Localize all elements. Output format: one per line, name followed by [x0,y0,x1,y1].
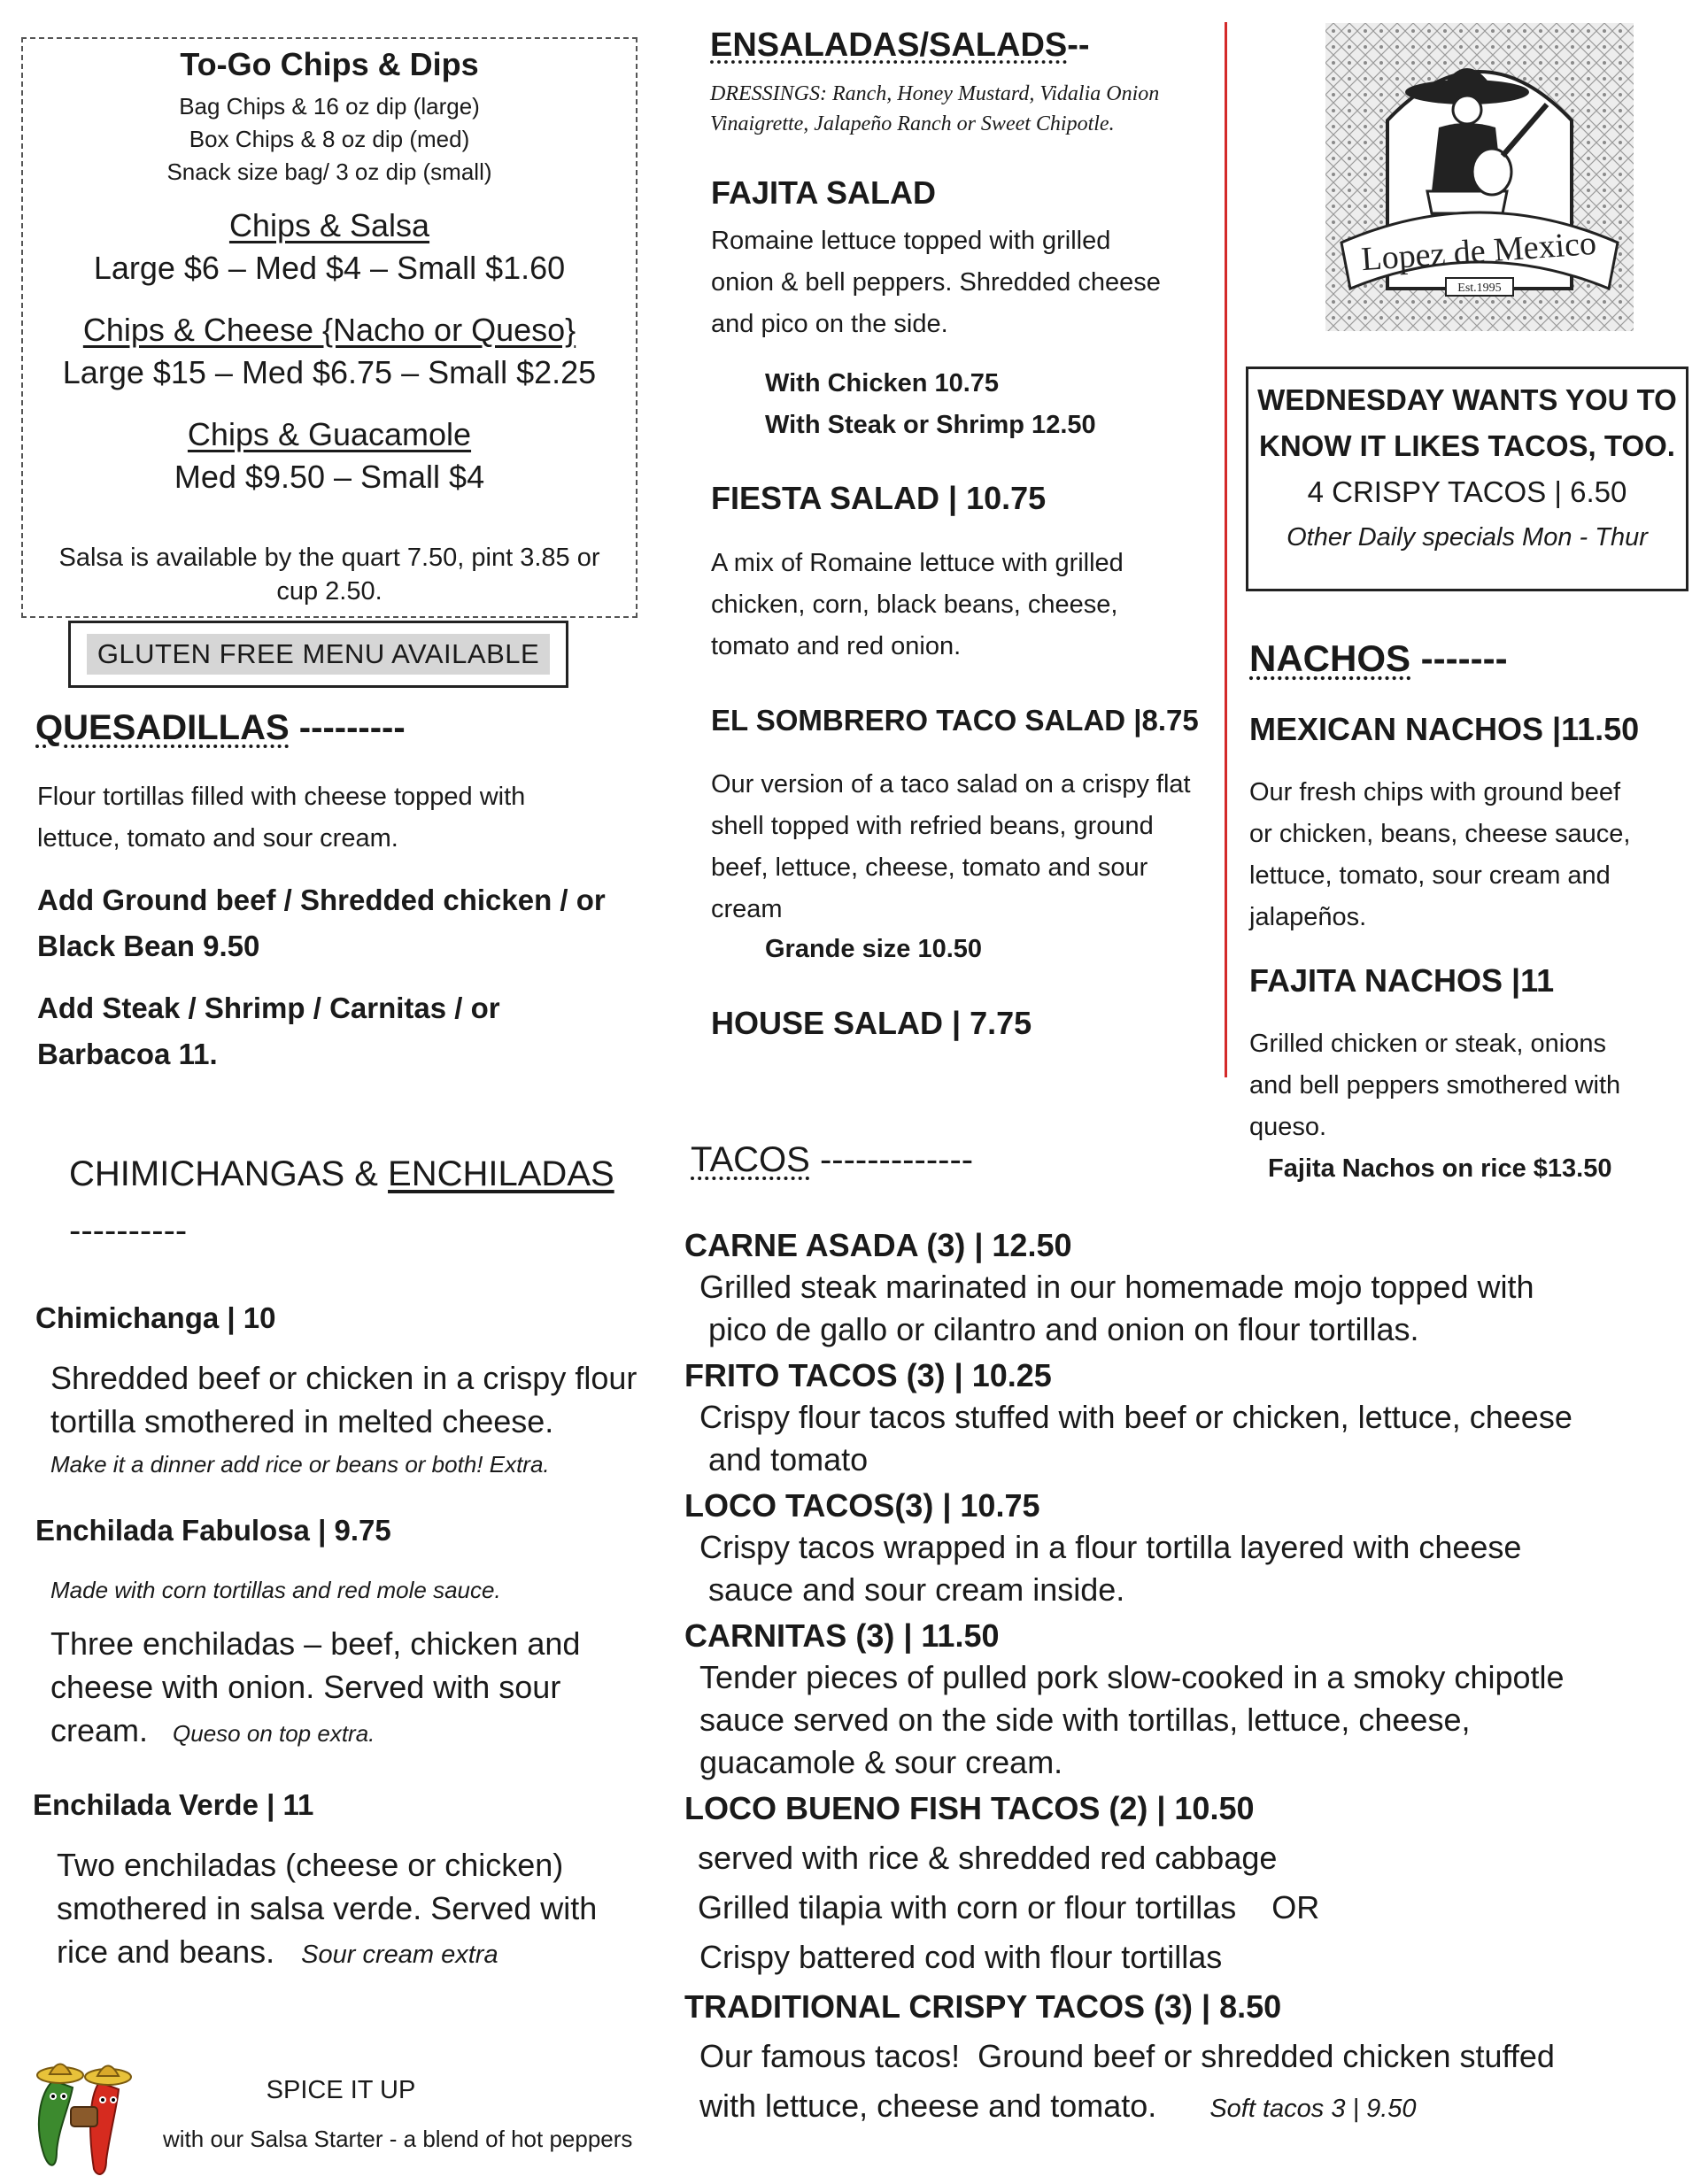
taco-item-desc: Crispy flour tacos stuffed with beef or chicken, lettuce, cheese [699,1399,1572,1435]
traditional-tacos-last-row [699,2088,1417,2125]
chips-title: To-Go Chips & Dips [180,46,479,82]
taco-item-desc: guacamole & sour cream. [699,1744,1063,1780]
fajita-nachos-rice: Fajita Nachos on rice $13.50 [1268,1154,1612,1183]
maraca-icon [71,2107,97,2126]
quesadillas-desc-2: lettuce, tomato and sour cream. [37,824,398,853]
salads-dressings-2: Vinaigrette, Jalapeño Ranch or Sweet Chipotle. [710,112,1115,135]
taco-item-desc: Tender pieces of pulled pork slow-cooked in a smoky chipotle [699,1659,1565,1695]
salads-heading: ENSALADAS/SALADS [710,27,1068,64]
chimichanga-desc-1: Shredded beef or chicken in a crispy flour [50,1360,638,1396]
salads-heading-dashes: -- [1067,27,1090,64]
wednesday-line-2: KNOW IT LIKES TACOS, TOO. [1259,429,1675,462]
salsa-note-1: Salsa is available by the quart 7.50, pint 3.85 or [58,544,600,572]
enchilada-fabulosa-desc-2: cheese with onion. Served with sour [50,1669,561,1705]
nachos-heading: NACHOS [1249,637,1411,679]
sombrero-salad-desc-1: Our version of a taco salad on a crispy flat [711,770,1191,799]
enchilada-fabulosa-desc-3: cream. [50,1712,149,1748]
taco-item-title: LOCO BUENO FISH TACOS (2) | 10.50 [684,1790,1255,1826]
logo-name: Lopez de Mexico [1360,224,1598,279]
gluten-free-box [68,621,568,688]
quesadillas-heading: QUESADILLAS [35,708,290,747]
nachos-heading-row [1249,637,1508,680]
taco-item-desc: Our famous tacos! Ground beef or shredded chicken stuffed [699,2038,1555,2074]
taco-item-desc: pico de gallo or cilantro and onion on flour tortillas. [699,1311,1419,1347]
quesadillas-heading-row [35,708,406,748]
chimichanga-note: Make it a dinner add rice or beans or both! Extra. [50,1451,550,1478]
salads-dressings-1: DRESSINGS: Ranch, Honey Mustard, Vidalia Onion [710,82,1160,105]
mexican-nachos-desc-1: Our fresh chips with ground beef [1249,778,1621,806]
taco-item-desc: Crispy battered cod with flour tortillas [699,1939,1223,1975]
sombrero-salad-desc-2: shell topped with refried beans, ground [711,812,1154,840]
taco-item-title: CARNITAS (3) | 11.50 [684,1617,1000,1654]
tacos-heading-row [691,1140,973,1180]
salads-heading-row [710,27,1090,65]
quesadillas-add2-1: Add Steak / Shrimp / Carnitas / or [37,992,500,1024]
quesadillas-add2-2: Barbacoa 11. [37,1038,218,1070]
sombrero-salad-grande: Grande size 10.50 [765,935,983,963]
wednesday-line-4: Other Daily specials Mon - Thur [1287,523,1648,552]
fajita-nachos-desc-1: Grilled chicken or steak, onions [1249,1030,1606,1058]
tacos-heading: TACOS [691,1140,810,1179]
sombrero-salad-desc-3: beef, lettuce, cheese, tomato and sour [711,853,1148,882]
chimi-enchi-dashes: ---------- [69,1211,188,1250]
salsa-note-2: cup 2.50. [276,577,382,606]
taco-item-desc: sauce and sour cream inside. [699,1571,1125,1608]
sombrero-salad-title: EL SOMBRERO TACO SALAD |8.75 [711,704,1199,737]
tacos-dashes: ------------- [809,1140,974,1179]
nachos-dashes: ------- [1410,637,1508,679]
chimichanga-desc-2: tortilla smothered in melted cheese. [50,1403,554,1439]
fajita-salad-desc-1: Romaine lettuce topped with grilled [711,227,1111,255]
chips-salsa-name: Chips & Salsa [228,207,430,243]
mexican-nachos-desc-4: jalapeños. [1249,903,1367,931]
chili-peppers-image [18,2045,142,2178]
enchilada-verde-desc-2: smothered in salsa verde. Served with [57,1890,598,1926]
quesadillas-desc-1: Flour tortillas filled with cheese topped with [37,783,526,811]
fajita-salad-steak: With Steak or Shrimp 12.50 [765,411,1096,439]
fajita-salad-title: FAJITA SALAD [711,174,937,211]
chips-cheese-name: Chips & Cheese {Nacho or Queso} [82,312,576,348]
fajita-salad-desc-2: onion & bell peppers. Shredded cheese [711,268,1161,297]
soft-tacos-note: Soft tacos 3 | 9.50 [1209,2095,1417,2123]
fajita-nachos-desc-3: queso. [1249,1113,1327,1141]
sombrero-salad-desc-4: cream [711,895,783,923]
fiesta-salad-desc-3: tomato and red onion. [711,632,962,660]
gluten-free-label: GLUTEN FREE MENU AVAILABLE [87,634,550,675]
taco-item-title: CARNE ASADA (3) | 12.50 [684,1227,1072,1263]
mexican-nachos-desc-2: or chicken, beans, cheese sauce, [1249,820,1631,848]
fiesta-salad-desc-2: chicken, corn, black beans, cheese, [711,590,1118,619]
enchilada-verde-title: Enchilada Verde | 11 [33,1788,314,1821]
chimi-heading-text: CHIMICHANGAS & [69,1154,389,1193]
enchilada-fabulosa-extra: Queso on top extra. [173,1720,375,1747]
taco-item-title: FRITO TACOS (3) | 10.25 [684,1357,1052,1393]
chimi-enchi-heading [69,1154,614,1194]
taco-item-desc: Grilled tilapia with corn or flour tortillas OR [698,1889,1320,1925]
taco-item-desc: and tomato [699,1441,869,1478]
fajita-salad-chicken: With Chicken 10.75 [765,369,1000,397]
chips-size-med: Box Chips & 8 oz dip (med) [189,126,470,152]
quesadillas-add1-1: Add Ground beef / Shredded chicken / or [37,884,606,916]
taco-item-desc: Crispy tacos wrapped in a flour tortilla layered with cheese [699,1529,1522,1565]
taco-item-desc: Grilled steak marinated in our homemade mojo topped with [699,1269,1534,1305]
fiesta-salad-title: FIESTA SALAD | 10.75 [711,480,1047,516]
chips-guac-name: Chips & Guacamole [187,416,472,452]
enchilada-verde-desc-3-row [57,1933,498,1971]
lopez-de-mexico-logo [1325,23,1634,331]
spice-title: SPICE IT UP [266,2076,416,2104]
fiesta-salad-desc-1: A mix of Romaine lettuce with grilled [711,549,1124,577]
taco-item-desc: sauce served on the side with tortillas, lettuce, cheese, [699,1702,1471,1738]
mexican-nachos-title: MEXICAN NACHOS |11.50 [1249,711,1640,747]
fajita-nachos-title: FAJITA NACHOS |11 [1249,962,1555,999]
enchilada-fabulosa-title: Enchilada Fabulosa | 9.75 [35,1514,391,1547]
chips-salsa-prices: Large $6 – Med $4 – Small $1.60 [93,250,566,286]
wednesday-special-box [1246,367,1688,591]
fajita-nachos-desc-2: and bell peppers smothered with [1249,1071,1621,1100]
quesadillas-dashes: --------- [289,708,406,747]
column-divider [1225,22,1227,1077]
taco-item-desc: served with rice & shredded red cabbage [698,1840,1278,1876]
wednesday-line-1: WEDNESDAY WANTS YOU TO [1257,383,1677,416]
taco-item-title: TRADITIONAL CRISPY TACOS (3) | 8.50 [684,1988,1282,2025]
house-salad-title: HOUSE SALAD | 7.75 [711,1005,1032,1041]
wednesday-line-3: 4 CRISPY TACOS | 6.50 [1307,475,1627,508]
spice-desc: with our Salsa Starter - a blend of hot peppers [163,2126,633,2152]
to-go-chips-box [21,37,638,618]
fajita-salad-desc-3: and pico on the side. [711,310,948,338]
enchilada-verde-desc-1: Two enchiladas (cheese or chicken) [57,1847,564,1883]
chips-guac-prices: Med $9.50 – Small $4 [174,459,485,495]
taco-item-desc: with lettuce, cheese and tomato. [699,2088,1157,2124]
enchilada-verde-desc-3: rice and beans. [57,1933,275,1970]
enchilada-fabulosa-note: Made with corn tortillas and red mole sauce. [50,1577,501,1603]
logo-established: Est.1995 [1457,282,1502,295]
chips-size-large: Bag Chips & 16 oz dip (large) [179,93,480,120]
taco-item-title: LOCO TACOS(3) | 10.75 [684,1487,1040,1524]
enchi-heading-text: ENCHILADAS [388,1154,614,1193]
quesadillas-add1-2: Black Bean 9.50 [37,930,260,962]
chimichanga-title: Chimichanga | 10 [35,1301,276,1334]
chips-size-small: Snack size bag/ 3 oz dip (small) [166,158,492,185]
mexican-nachos-desc-3: lettuce, tomato, sour cream and [1249,861,1611,890]
enchilada-fabulosa-desc-1: Three enchiladas – beef, chicken and [50,1625,581,1662]
enchilada-verde-extra: Sour cream extra [301,1941,498,1969]
enchilada-fabulosa-desc-3-row [50,1712,375,1750]
chips-cheese-prices: Large $15 – Med $6.75 – Small $2.25 [62,354,597,390]
